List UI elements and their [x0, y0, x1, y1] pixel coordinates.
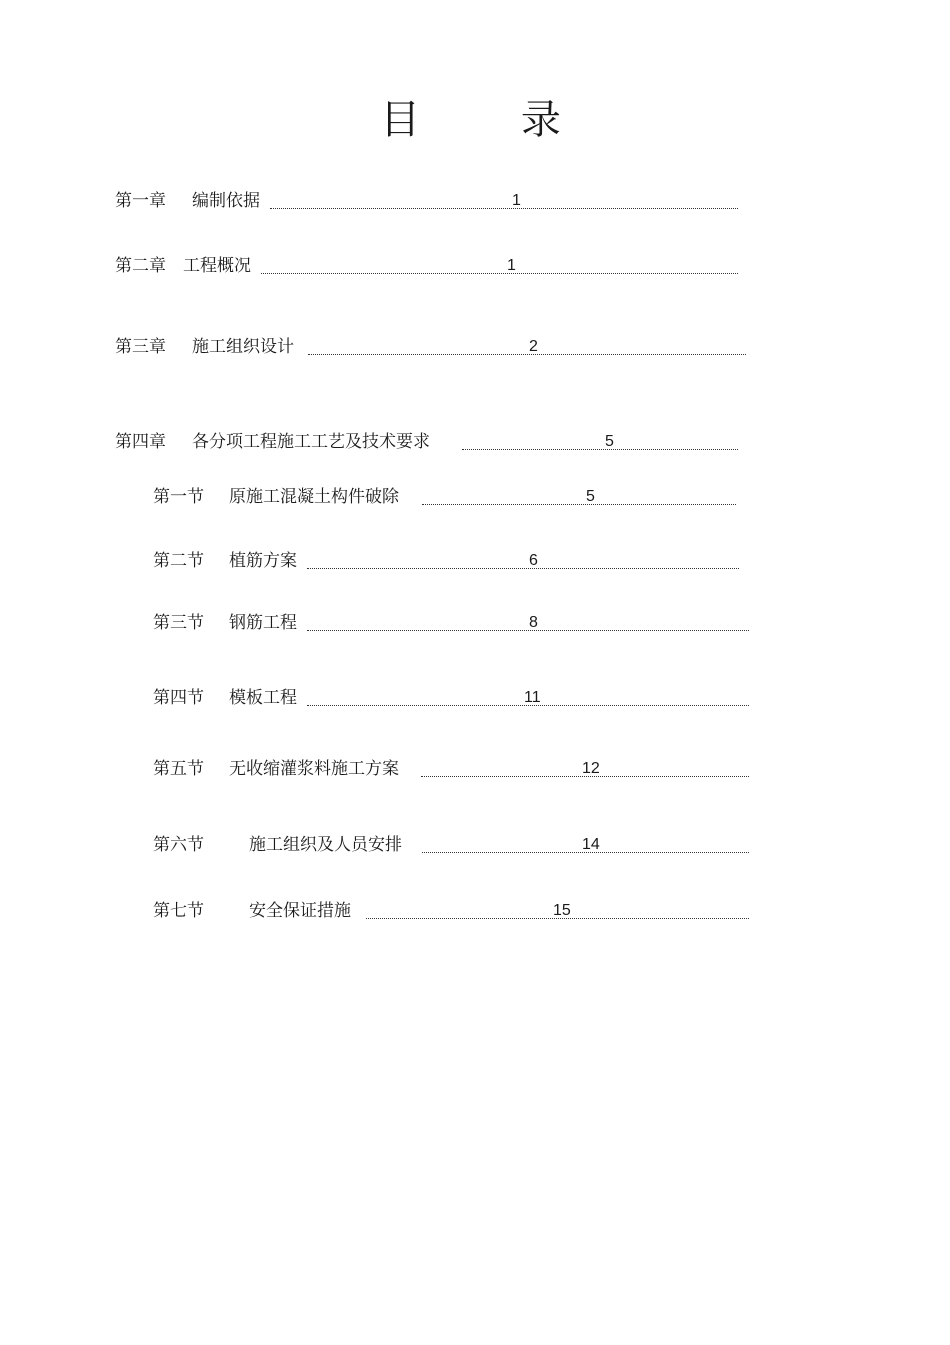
section-number: 第一节	[153, 487, 204, 507]
chapter-number: 第三章	[115, 337, 166, 357]
section-number: 第四节	[153, 688, 204, 708]
section-title: 安全保证措施	[249, 901, 351, 921]
toc-entry-section-6[interactable]	[153, 832, 753, 858]
toc-entry-chapter-4[interactable]	[115, 429, 755, 455]
chapter-number: 第二章	[115, 256, 166, 276]
section-title: 钢筋工程	[229, 613, 297, 633]
section-number: 第六节	[153, 835, 204, 855]
page-number: 6	[529, 552, 538, 569]
page-number: 1	[512, 192, 521, 209]
section-title: 原施工混凝土构件破除	[229, 487, 399, 507]
dot-leader	[462, 449, 738, 450]
section-number: 第三节	[153, 613, 204, 633]
dot-leader	[422, 504, 736, 505]
chapter-title: 工程概况	[183, 256, 251, 276]
toc-entry-section-3[interactable]	[153, 610, 753, 636]
page-number: 2	[529, 338, 538, 355]
chapter-number: 第一章	[115, 191, 166, 211]
toc-entry-section-7[interactable]	[153, 898, 753, 924]
page-number: 11	[524, 689, 541, 706]
dot-leader	[270, 208, 738, 209]
section-number: 第二节	[153, 551, 204, 571]
page-number: 1	[507, 257, 516, 274]
section-title: 施工组织及人员安排	[249, 835, 402, 855]
section-number: 第五节	[153, 759, 204, 779]
toc-entry-section-2[interactable]	[153, 548, 753, 574]
page-number: 5	[605, 433, 614, 450]
chapter-title: 编制依据	[192, 191, 260, 211]
section-title: 植筋方案	[229, 551, 297, 571]
toc-entry-chapter-3[interactable]	[115, 334, 755, 360]
chapter-title: 施工组织设计	[192, 337, 294, 357]
page-number: 15	[553, 902, 571, 919]
dot-leader	[307, 568, 739, 569]
section-number: 第七节	[153, 901, 204, 921]
page-number: 8	[529, 614, 538, 631]
section-title: 无收缩灌浆料施工方案	[229, 759, 399, 779]
page-number: 5	[586, 488, 595, 505]
toc-entry-chapter-1[interactable]	[115, 188, 755, 214]
toc-title: 目 录	[380, 97, 605, 143]
toc-entry-section-1[interactable]	[153, 484, 753, 510]
section-title: 模板工程	[229, 688, 297, 708]
dot-leader	[261, 273, 738, 274]
toc-entry-section-5[interactable]	[153, 756, 753, 782]
dot-leader	[308, 354, 746, 355]
chapter-number: 第四章	[115, 432, 166, 452]
chapter-title: 各分项工程施工工艺及技术要求	[192, 432, 430, 452]
page-number: 12	[582, 760, 600, 777]
toc-entry-chapter-2[interactable]	[115, 253, 755, 279]
toc-entry-section-4[interactable]	[153, 685, 753, 711]
dot-leader	[307, 630, 749, 631]
page-number: 14	[582, 836, 600, 853]
